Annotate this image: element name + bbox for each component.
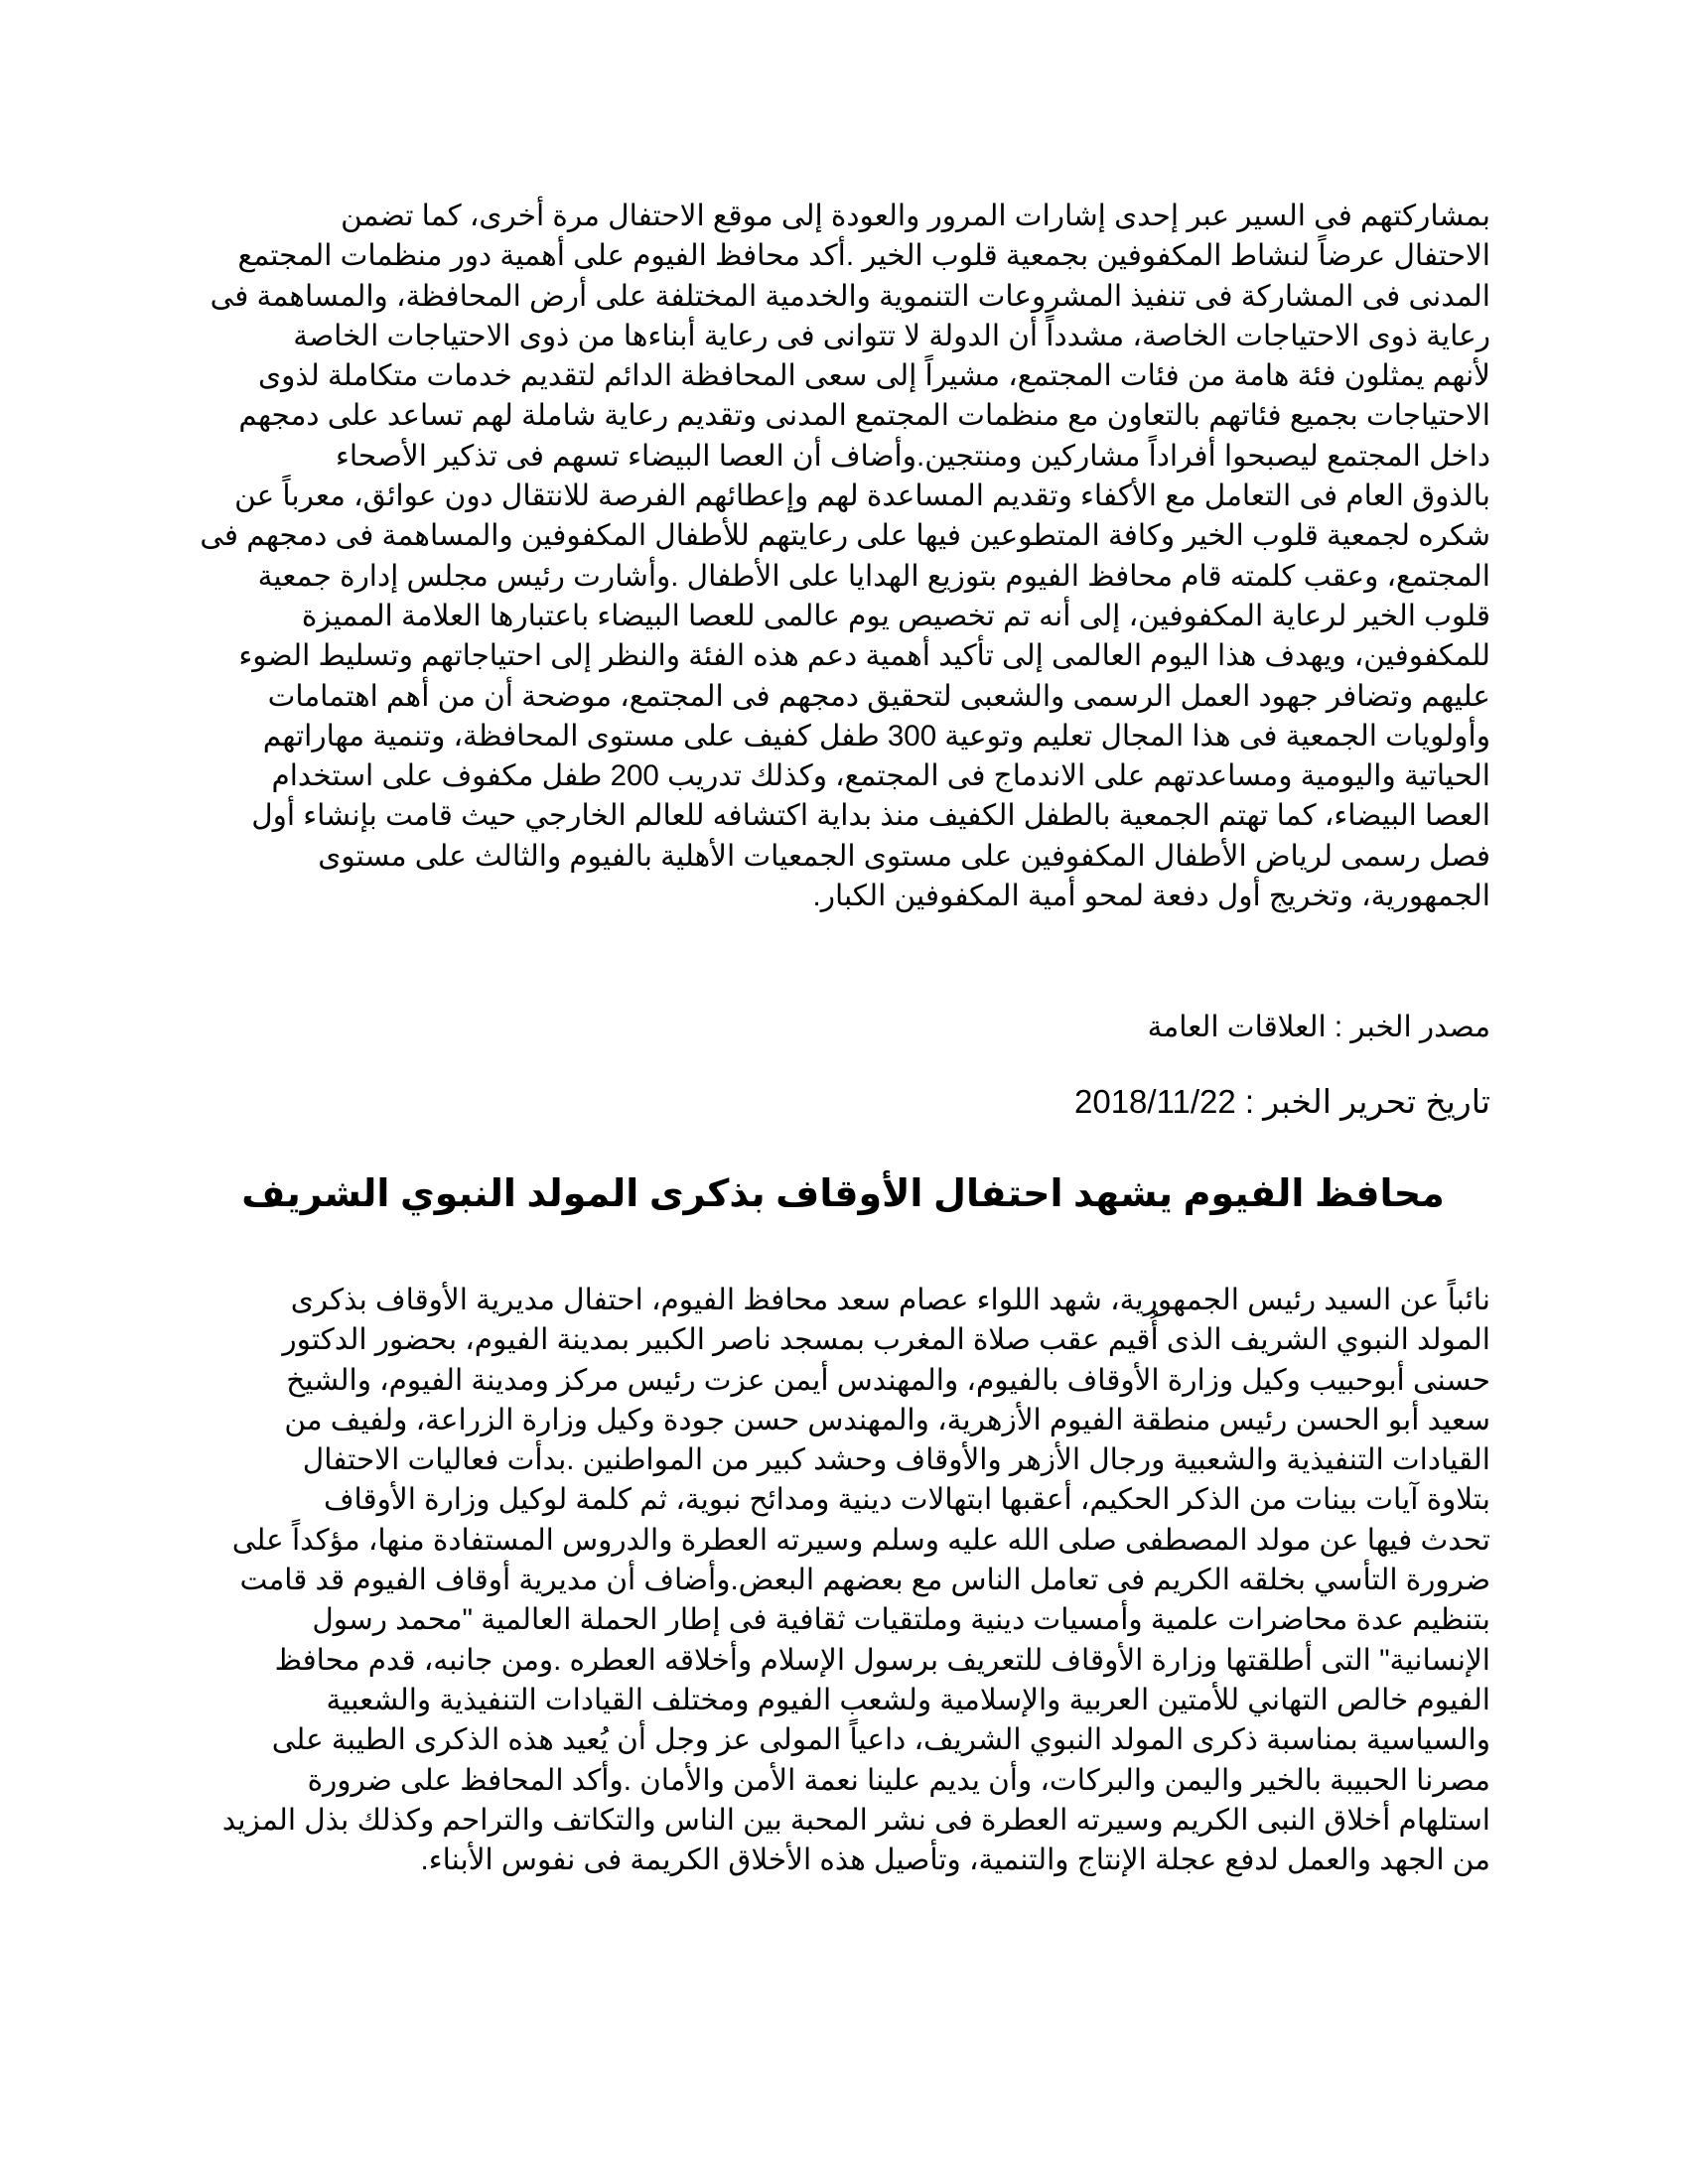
news-source: مصدر الخبر : العلاقات العامة	[1147, 1011, 1490, 1043]
article-2-body: نائباً عن السيد رئيس الجمهورية، شهد اللواء عصام سعد محافظ الفيوم، احتفال مديرية الأوقاف بذكرى المولد النبوي الشريف الذى أُقيم عقب صلاة المغرب بمسجد ناصر الكبير بمدينة الفيوم، بحضور الدكتور حسنى أبوحبيب وكيل وزارة الأوقاف بالفيوم، والمهندس أيمن عزت رئيس مركز ومدينة الفيوم، والشيخ سعيد أبو الحسن رئيس منطقة الفيوم الأزهرية، والمهندس حسن جودة وكيل وزارة الزراعة، ولفيف من القيادات التنفيذية والشعبية ورجال الأزهر والأوقاف وحشد كبير من المواطنين .بدأت فعاليات الاحتفال بتلاوة آيات بينات من الذكر الحكيم، أعقبها ابتهالات دينية ومدائح نبوية، ثم كلمة لوكيل وزارة الأوقاف تحدث فيها عن مولد المصطفى صلى الله عليه وسلم وسيرته العطرة والدروس المستفادة منها، مؤكداً على ضرورة التأسي بخلقه الكريم فى تعامل الناس مع بعضهم البعض.وأضاف أن مديرية أوقاف الفيوم قد قامت بتنظيم عدة محاضرات علمية وأمسيات دينية وملتقيات ثقافية فى إطار الحملة العالمية "محمد رسول الإنسانية" التى أطلقتها وزارة الأوقاف للتعريف برسول الإسلام وأخلاقه العطره .ومن جانبه، قدم محافظ الفيوم خالص التهاني للأمتين العربية والإسلامية ولشعب الفيوم ومختلف القيادات التنفيذية والشعبية والسياسية بمناسبة ذكرى المولد النبوي الشريف، داعياً المولى عز وجل أن يُعيد هذه الذكرى الطيبة على مصرنا الحبيبة بالخير واليمن والبركات، وأن يديم علينا نعمة الأمن والأمان .وأكد المحافظ على ضرورة استلهام أخلاق النبى الكريم وسيرته العطرة فى نشر المحبة بين الناس والتكاتف والتراحم وكذلك بذل المزيد من الجهد والعمل لدفع عجلة الإنتاج والتنمية، وتأصيل هذه الأخلاق الكريمة فى نفوس الأبناء.	[221, 1284, 1490, 1877]
news-date: تاريخ تحرير الخبر : 2018/11/22	[1073, 1083, 1490, 1120]
article-1-body: بمشاركتهم فى السير عبر إحدى إشارات المرور والعودة إلى موقع الاحتفال مرة أخرى، كما تضمن الاحتفال عرضاً لنشاط المكفوفين بجمعية قلوب الخير .أكد محافظ الفيوم على أهمية دور منظمات المجتمع المدنى فى المشاركة فى تنفيذ المشروعات التنموية والخدمية المختلفة على أرض المحافظة، والمساهمة فى رعاية ذوى الاحتياجات الخاصة، مشدداً أن الدولة لا تتوانى فى رعاية أبناءها من ذوى الاحتياجات الخاصة لأنهم يمثلون فئة هامة من فئات المجتمع، مشيراً إلى سعى المحافظة الدائم لتقديم خدمات متكاملة لذوى الاحتياجات بجميع فئاتهم بالتعاون مع منظمات المجتمع المدنى وتقديم رعاية شاملة لهم تساعد على دمجهم داخل المجتمع ليصبحوا أفراداً مشاركين ومنتجين.وأضاف أن العصا البيضاء تسهم فى تذكير الأصحاء بالذوق العام فى التعامل مع الأكفاء وتقديم المساعدة لهم وإعطائهم الفرصة للانتقال دون عوائق، معرباً عن شكره لجمعية قلوب الخير وكافة المتطوعين فيها على رعايتهم للأطفال المكفوفين والمساهمة فى دمجهم فى المجتمع، وعقب كلمته قام محافظ الفيوم بتوزيع الهدايا على الأطفال .وأشارت رئيس مجلس إدارة جمعية قلوب الخير لرعاية المكفوفين، إلى أنه تم تخصيص يوم عالمى للعصا البيضاء باعتبارها العلامة المميزة للمكفوفين، ويهدف هذا اليوم العالمى إلى تأكيد أهمية دعم هذه الفئة والنظر إلى احتياجاتهم وتسليط الضوء عليهم وتضافر جهود العمل الرسمى والشعبى لتحقيق دمجهم فى المجتمع، موضحة أن من أهم اهتمامات وأولويات الجمعية فى هذا المجال تعليم وتوعية 300 طفل كفيف على مستوى المحافظة، وتنمية مهاراتهم الحياتية واليومية ومساعدتهم على الاندماج فى المجتمع، وكذلك تدريب 200 طفل مكفوف على استخدام العصا البيضاء، كما تهتم الجمعية بالطفل الكفيف منذ بداية اكتشافه للعالم الخارجي حيث قامت بإنشاء أول فصل رسمى لرياض الأطفال المكفوفين على مستوى الجمعيات الأهلية بالفيوم والثالث على مستوى الجمهورية، وتخريج أول دفعة لمحو أمية المكفوفين الكبار.	[200, 200, 1490, 913]
article-2-headline: محافظ الفيوم يشهد احتفال الأوقاف بذكرى المولد النبوي الشريف	[241, 1173, 1445, 1215]
